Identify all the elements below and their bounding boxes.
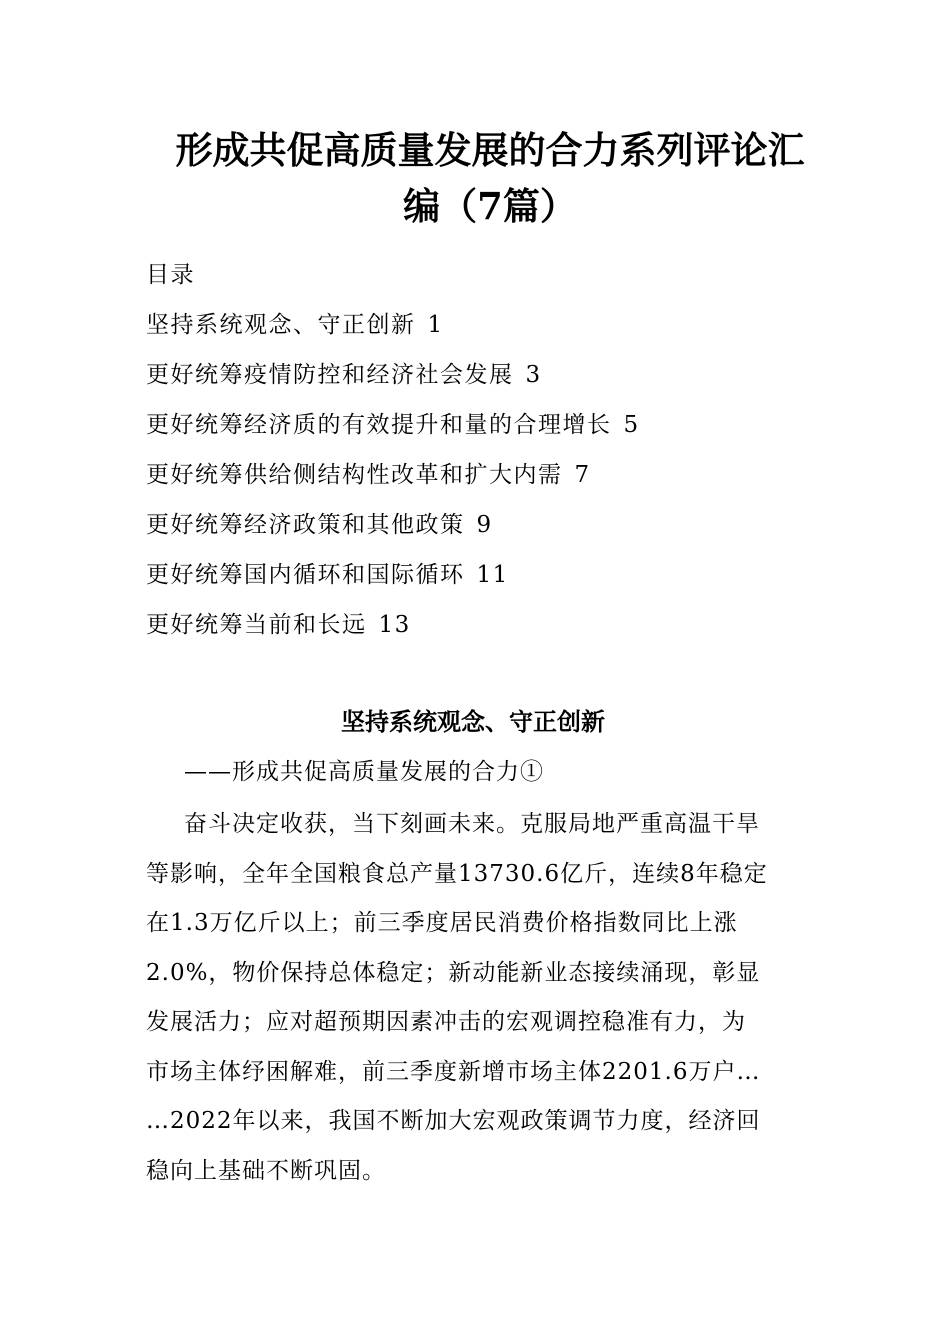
toc-item-page: 7 [574, 462, 591, 488]
paragraph-line: 稳向上基础不断巩固。 [146, 1157, 386, 1184]
paragraph-line: …2022年以来，我国不断加大宏观政策调节力度，经济回 [146, 1108, 761, 1134]
toc-item[interactable] [146, 505, 846, 555]
toc-item-label: 更好统筹疫情防控和经济社会发展 [146, 362, 514, 388]
toc-heading: 目录 [146, 262, 195, 288]
toc-item-label: 更好统筹供给侧结构性改革和扩大内需 [146, 462, 563, 488]
toc-item[interactable] [146, 405, 846, 455]
toc-item-page: 1 [427, 312, 444, 338]
paragraph-line: 2.0%，物价保持总体稳定；新动能新业态接续涌现，彰显 [146, 959, 761, 986]
toc-item-page: 3 [525, 362, 542, 388]
table-of-contents [146, 255, 846, 655]
document-title-line-1: 形成共促高质量发展的合力系列评论汇 [175, 128, 805, 172]
toc-item[interactable] [146, 455, 846, 505]
toc-item-label: 更好统筹经济质的有效提升和量的合理增长 [146, 412, 612, 438]
section-paragraph [146, 804, 806, 1200]
toc-item-label: 坚持系统观念、守正创新 [146, 312, 416, 338]
toc-item-page: 11 [476, 562, 509, 588]
section-title: 坚持系统观念、守正创新 [341, 707, 605, 736]
toc-item-label: 更好统筹经济政策和其他政策 [146, 512, 465, 538]
toc-item[interactable] [146, 555, 846, 605]
toc-item-page: 13 [378, 612, 411, 638]
section-subtitle: ——形成共促高质量发展的合力① [184, 759, 544, 785]
toc-item-page: 9 [476, 512, 493, 538]
toc-item-page: 5 [623, 412, 640, 438]
document-title [140, 122, 840, 234]
paragraph-line: 发展活力；应对超预期因素冲击的宏观调控稳准有力，为 [146, 1009, 746, 1035]
toc-item-label: 更好统筹国内循环和国际循环 [146, 562, 465, 588]
document-title-line-2: 编（7篇） [403, 184, 577, 228]
paragraph-line: 市场主体纾困解难，前三季度新增市场主体2201.6万户… [146, 1058, 761, 1085]
toc-item[interactable] [146, 305, 846, 355]
paragraph-line: 奋斗决定收获，当下刻画未来。克服局地严重高温干旱 [184, 811, 760, 837]
paragraph-line: 等影响，全年全国粮食总产量13730.6亿斤，连续8年稳定 [146, 860, 768, 887]
toc-item[interactable] [146, 605, 846, 655]
paragraph-line: 在1.3万亿斤以上；前三季度居民消费价格指数同比上涨 [146, 910, 738, 936]
toc-item-label: 更好统筹当前和长远 [146, 612, 367, 638]
toc-item[interactable] [146, 355, 846, 405]
